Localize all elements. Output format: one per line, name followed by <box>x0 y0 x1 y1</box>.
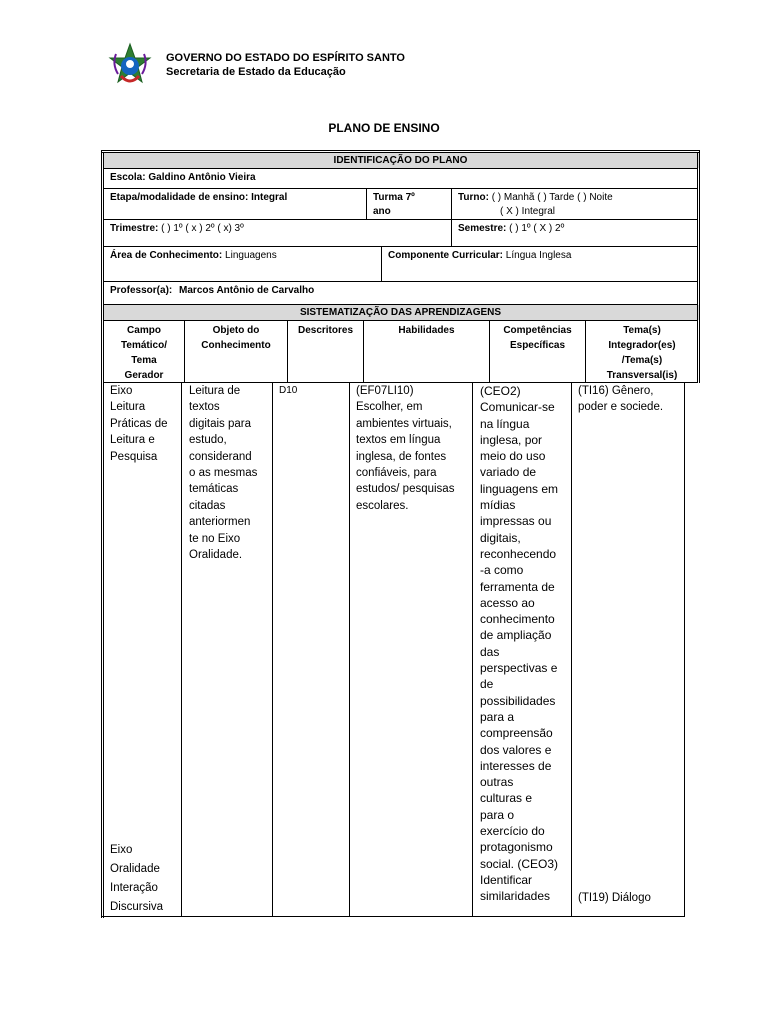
semestre-cell <box>452 220 697 246</box>
escola-value: Escola: Galdino Antônio Vieira <box>110 172 256 183</box>
turma-cell <box>367 189 451 219</box>
header-descritores: Descritores <box>297 325 354 336</box>
trimestre-value: ( ) 1º ( x ) 2º ( x) 3º <box>161 223 244 234</box>
etapa-label: Etapa/modalidade de ensino: <box>110 192 249 203</box>
professor-label: Professor(a): <box>110 285 173 296</box>
area-cell <box>104 247 381 281</box>
header-competencias: Competências Específicas <box>503 325 572 351</box>
header-campo: Campo Temático/ Tema Gerador <box>121 325 167 381</box>
componente-value: Língua Inglesa <box>505 250 572 261</box>
professor-value: Marcos Antônio de Carvalho <box>179 285 315 296</box>
area-value: Linguagens <box>225 250 277 261</box>
componente-label: Componente Curricular: <box>388 250 504 261</box>
habilidades-text: (EF07LI10) Escolher, em ambientes virtuais, textos em língua inglesa, de fontes confiáveis, para estudos/ pesquisas escolares. <box>356 385 455 512</box>
professor-cell <box>104 282 697 304</box>
competencias-text: (CEO2) Comunicar-se na língua inglesa, por meio do uso variado de linguagens em mídias impressas ou digitais, reconhecendo -a como ferramenta de acesso ao conhecimento de ampliação das perspectivas e de possibilidades para a compreensão dos valores e interesses de outras culturas e para o exercício do protagonismo social. (CEO3) Identificar similaridades <box>480 384 559 904</box>
trimestre-cell <box>104 220 451 246</box>
turno-cell <box>452 189 697 219</box>
header-objeto: Objeto do Conhecimento <box>201 325 271 351</box>
campo-oralidade: Eixo Oralidade Interação Discursiva <box>110 844 164 913</box>
document-title: PLANO DE ENSINO <box>328 121 440 135</box>
descritor-code: D10 <box>279 385 298 396</box>
header-tema: Tema(s) Integrador(es) /Tema(s) Transversal(is) <box>606 325 678 381</box>
header-habilidades: Habilidades <box>398 325 455 336</box>
turma-value: ano <box>373 206 391 217</box>
semestre-label: Semestre: <box>458 223 507 234</box>
gov-title: GOVERNO DO ESTADO DO ESPÍRITO SANTO <box>166 52 405 64</box>
etapa-value: Integral <box>251 192 288 203</box>
escola-row <box>104 169 697 188</box>
objeto-conhecimento: Leitura de textos digitais para estudo, considerand o as mesmas temáticas citadas anteriormen te no Eixo Oralidade. <box>189 385 258 562</box>
turma-label: Turma 7º <box>373 192 415 203</box>
sistematizacao-title: SISTEMATIZAÇÃO DAS APRENDIZAGENS <box>299 307 502 318</box>
componente-cell <box>382 247 697 281</box>
semestre-value: ( ) 1º ( X ) 2º <box>509 223 565 234</box>
identification-title: IDENTIFICAÇÃO DO PLANO <box>333 155 468 166</box>
turno-label: Turno: <box>458 192 489 203</box>
campo-leitura: Eixo Leitura Práticas de Leitura e Pesquisa <box>110 385 168 463</box>
state-seal-icon <box>108 42 152 90</box>
secretaria-name: Secretaria de Estado da Educação <box>166 66 346 78</box>
tema-genero: (TI16) Gênero, poder e sociede. <box>578 385 664 414</box>
turno-integral: ( X ) Integral <box>500 206 556 217</box>
turno-options: ( ) Manhã ( ) Tarde ( ) Noite <box>491 192 613 203</box>
tema-dialogo: (TI19) Diálogo <box>578 892 651 904</box>
area-label: Área de Conhecimento: <box>110 250 223 261</box>
etapa-cell <box>104 189 366 219</box>
trimestre-label: Trimestre: <box>110 223 159 234</box>
